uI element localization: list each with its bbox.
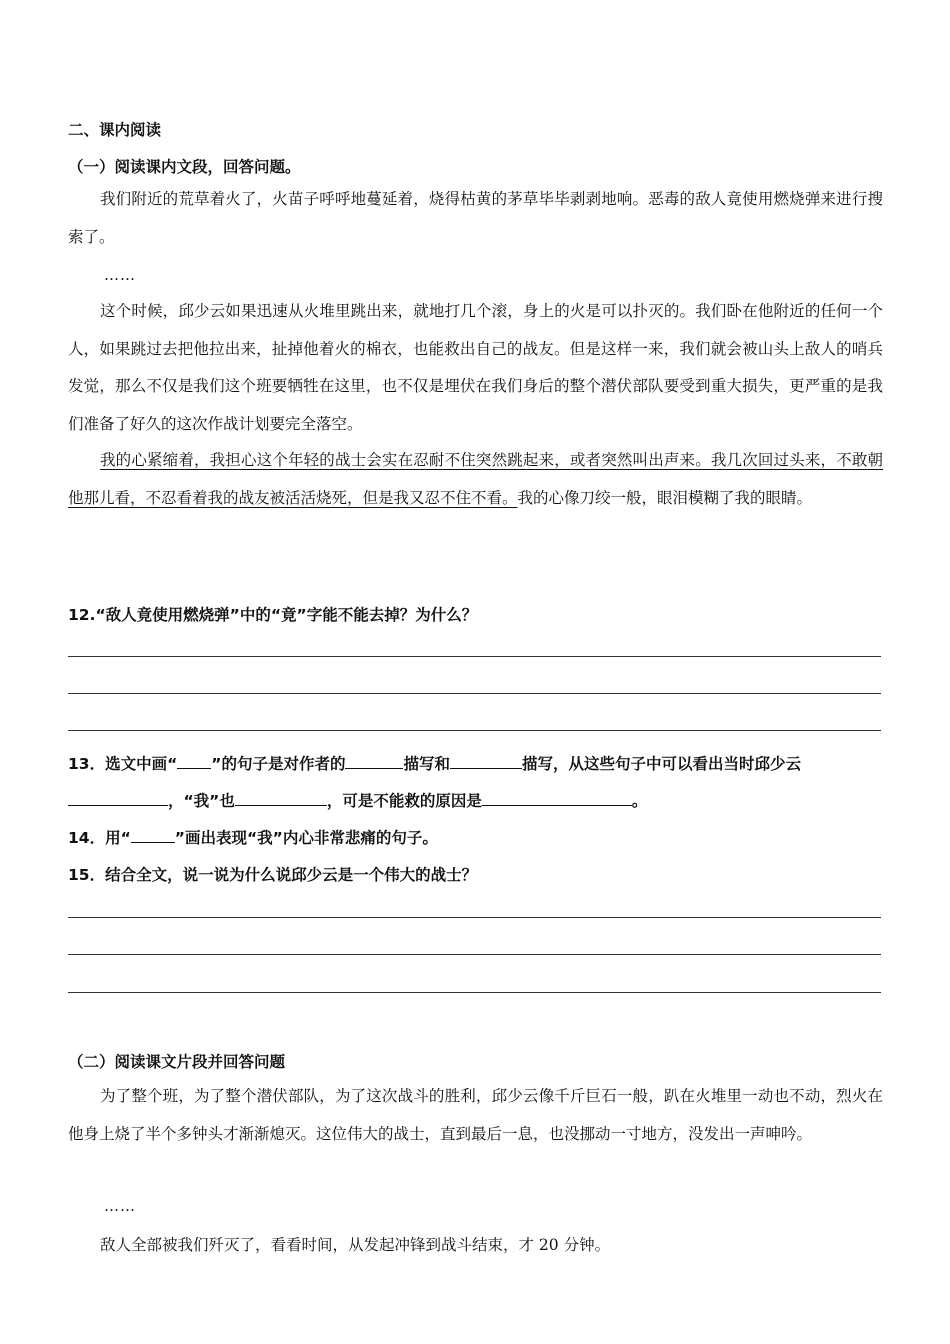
question-15: 15．结合全文，说一说为什么说邱少云是一个伟大的战士？ [68,866,478,884]
q13-text-d: 描写，从这些句子中可以看出当时邱少云 [521,755,801,773]
part2-paragraph-2: 敌人全部被我们歼灭了，看看时间，从发起冲锋到战斗结束，才 20 分钟。 [100,1236,611,1254]
answer-line[interactable] [68,693,881,694]
q13-text-b: ”的句子是对作者的 [211,755,346,773]
question-13-line-1 [68,752,801,774]
answer-line[interactable] [68,992,881,993]
q13-text-e: ，“我”也 [168,792,235,810]
q14-underline-sample [131,828,175,843]
part2-paragraph-1: 为了整个班，为了整个潜伏部队，为了这次战斗的胜利，邱少云像千斤巨石一般，趴在火堆里一动也不动，烈火在他身上烧了半个多钟头才渐渐熄灭。这位伟大的战士，直到最后一息，也没挪动一寸地方，没发出一声呻吟。 [68,1087,883,1143]
fill-blank[interactable] [235,791,327,806]
fill-blank[interactable] [450,754,522,769]
q14-text-a: 14．用“ [68,829,131,847]
part1-ellipsis: …… [104,266,136,284]
answer-line[interactable] [68,656,881,657]
q13-text-f: ，可是不能救的原因是 [326,792,482,810]
answer-line[interactable] [68,917,881,918]
paragraph-3-rest: 我的心像刀绞一般，眼泪模糊了我的眼睛。 [517,488,813,507]
q13-text-a: 13．选文中画“ [68,755,178,773]
q13-text-c: 描写和 [403,755,450,773]
answer-line[interactable] [68,730,881,731]
question-14 [68,826,438,848]
underlined-sentence: 我的心紧缩着，我担心这个年轻的战士会实在忍耐不住突然跳起来，或者突然叫出声来。我几次回过头来，不敢朝他那儿看，不忍看着我的战友被活活烧死，但是我又忍不住不看。 [68,451,883,507]
part2-heading: （二）阅读课文片段并回答问题 [68,1053,286,1071]
q13-underline-sample [177,754,211,769]
part1-paragraph-2: 这个时候，邱少云如果迅速从火堆里跳出来，就地打几个滚，身上的火是可以扑灭的。我们卧在他附近的任何一个人，如果跳过去把他拉出来，扯掉他着火的棉衣，也能救出自己的战友。但是这样一来，我们就会被山头上敌人的哨兵发觉，那么不仅是我们这个班要牺牲在这里，也不仅是埋伏在我们身后的整个潜伏部队要受到重大损失，更严重的是我们准备了好久的这次作战计划要完全落空。 [68,302,883,433]
section-title: 二、课内阅读 [68,121,162,139]
question-13-line-2 [68,789,647,811]
fill-blank[interactable] [68,791,168,806]
part1-paragraph-1: 我们附近的荒草着火了，火苗子呼呼地蔓延着，烧得枯黄的茅草毕毕剥剥地响。恶毒的敌人竟使用燃烧弹来进行搜索了。 [68,190,883,246]
part1-heading: （一）阅读课内文段，回答问题。 [68,158,301,176]
fill-blank[interactable] [345,754,403,769]
part2-ellipsis: …… [104,1197,136,1215]
q13-text-g: 。 [631,792,648,810]
part1-paragraph-3 [68,442,883,517]
q14-text-b: ”画出表现“我”内心非常悲痛的句子。 [174,829,438,847]
question-12: 12.“敌人竟使用燃烧弹”中的“竟”字能不能去掉？为什么？ [68,606,478,624]
fill-blank[interactable] [482,791,632,806]
answer-line[interactable] [68,954,881,955]
